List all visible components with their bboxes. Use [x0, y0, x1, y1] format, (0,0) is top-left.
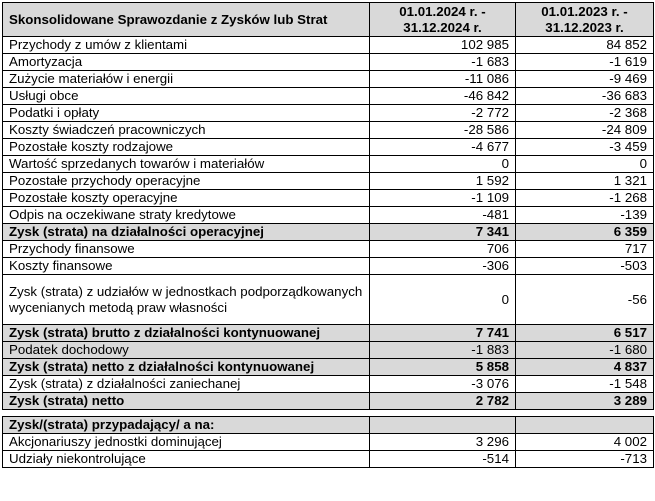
row-value-2023: -56	[516, 275, 654, 325]
row-value-2023: -24 809	[516, 122, 654, 139]
empty-cell	[370, 417, 516, 434]
table-row	[3, 37, 654, 54]
spacer-cell	[370, 410, 516, 417]
row-label: Amortyzacja	[3, 54, 370, 71]
row-value-2024: 102 985	[370, 37, 516, 54]
attribution-title: Zysk/(strata) przypadający/ a na:	[3, 417, 370, 434]
row-value-2023: -3 459	[516, 139, 654, 156]
table-row	[3, 54, 654, 71]
row-value-2024: -11 086	[370, 71, 516, 88]
row-value-2023: -36 683	[516, 88, 654, 105]
table-header-row	[3, 3, 654, 37]
attribution-section-header	[3, 417, 654, 434]
row-value-2024: 0	[370, 275, 516, 325]
row-value-2024: -306	[370, 258, 516, 275]
spacer-cell	[516, 410, 654, 417]
row-label: Pozostałe koszty operacyjne	[3, 190, 370, 207]
row-value-2023: 717	[516, 241, 654, 258]
row-label: Pozostałe koszty rodzajowe	[3, 139, 370, 156]
row-value-2023: -1 268	[516, 190, 654, 207]
row-value-2024: 706	[370, 241, 516, 258]
row-label: Zysk (strata) netto z działalności kontynuowanej	[3, 359, 370, 376]
table-row	[3, 88, 654, 105]
row-value-2023: -1 548	[516, 376, 654, 393]
row-value-2024: 7 741	[370, 325, 516, 342]
row-label: Udziały niekontrolujące	[3, 451, 370, 468]
table-row	[3, 434, 654, 451]
row-value-2023: 6 359	[516, 224, 654, 241]
row-label: Przychody finansowe	[3, 241, 370, 258]
statement-title: Skonsolidowane Sprawozdanie z Zysków lub Strat	[3, 3, 370, 37]
row-label: Akcjonariuszy jednostki dominującej	[3, 434, 370, 451]
row-value-2023: -503	[516, 258, 654, 275]
table-row	[3, 122, 654, 139]
subtotal-row-gross	[3, 325, 654, 342]
table-row	[3, 376, 654, 393]
row-label: Zysk (strata) z udziałów w jednostkach podporządkowanych wycenianych metodą praw własności	[3, 275, 370, 325]
row-value-2023: 3 289	[516, 393, 654, 410]
section-spacer	[3, 410, 654, 417]
row-value-2024: 2 782	[370, 393, 516, 410]
row-value-2024: -1 883	[370, 342, 516, 359]
row-value-2024: 3 296	[370, 434, 516, 451]
row-label: Zysk (strata) netto	[3, 393, 370, 410]
row-value-2024: 1 592	[370, 173, 516, 190]
row-label: Odpis na oczekiwane straty kredytowe	[3, 207, 370, 224]
row-label: Podatek dochodowy	[3, 342, 370, 359]
row-label: Przychody z umów z klientami	[3, 37, 370, 54]
period-2024-header: 01.01.2024 r. - 31.12.2024 r.	[370, 3, 516, 37]
row-value-2023: 0	[516, 156, 654, 173]
spacer-cell	[3, 410, 370, 417]
row-value-2024: -28 586	[370, 122, 516, 139]
row-value-2023: 1 321	[516, 173, 654, 190]
row-value-2024: -2 772	[370, 105, 516, 122]
row-value-2023: -139	[516, 207, 654, 224]
table-row	[3, 190, 654, 207]
row-value-2023: 6 517	[516, 325, 654, 342]
table-row	[3, 105, 654, 122]
row-value-2024: -1 683	[370, 54, 516, 71]
row-label: Koszty świadczeń pracowniczych	[3, 122, 370, 139]
row-value-2023: -9 469	[516, 71, 654, 88]
row-value-2023: -1 619	[516, 54, 654, 71]
period-2023-header: 01.01.2023 r. - 31.12.2023 r.	[516, 3, 654, 37]
table-row	[3, 139, 654, 156]
row-label: Zysk (strata) na działalności operacyjnej	[3, 224, 370, 241]
row-label: Usługi obce	[3, 88, 370, 105]
table-row	[3, 275, 654, 325]
row-value-2023: 84 852	[516, 37, 654, 54]
row-label: Podatki i opłaty	[3, 105, 370, 122]
row-label: Zysk (strata) brutto z działalności kontynuowanej	[3, 325, 370, 342]
subtotal-row-operating	[3, 224, 654, 241]
table-row	[3, 258, 654, 275]
table-row	[3, 156, 654, 173]
row-value-2024: -3 076	[370, 376, 516, 393]
table-row	[3, 241, 654, 258]
row-value-2024: -4 677	[370, 139, 516, 156]
income-statement-table	[2, 2, 654, 468]
row-value-2024: -481	[370, 207, 516, 224]
table-row	[3, 451, 654, 468]
row-value-2024: -46 842	[370, 88, 516, 105]
row-label: Koszty finansowe	[3, 258, 370, 275]
row-label: Zysk (strata) z działalności zaniechanej	[3, 376, 370, 393]
row-label: Wartość sprzedanych towarów i materiałów	[3, 156, 370, 173]
row-value-2024: -514	[370, 451, 516, 468]
empty-cell	[516, 417, 654, 434]
total-row-net	[3, 393, 654, 410]
row-value-2023: -1 680	[516, 342, 654, 359]
subtotal-row-net-continuing	[3, 359, 654, 376]
row-label: Zużycie materiałów i energii	[3, 71, 370, 88]
table-row	[3, 71, 654, 88]
table-row-tax	[3, 342, 654, 359]
row-value-2024: 0	[370, 156, 516, 173]
row-value-2024: 5 858	[370, 359, 516, 376]
row-value-2023: 4 002	[516, 434, 654, 451]
row-value-2023: -713	[516, 451, 654, 468]
row-label: Pozostałe przychody operacyjne	[3, 173, 370, 190]
row-value-2024: 7 341	[370, 224, 516, 241]
row-value-2024: -1 109	[370, 190, 516, 207]
row-value-2023: -2 368	[516, 105, 654, 122]
table-row	[3, 207, 654, 224]
table-row	[3, 173, 654, 190]
row-value-2023: 4 837	[516, 359, 654, 376]
